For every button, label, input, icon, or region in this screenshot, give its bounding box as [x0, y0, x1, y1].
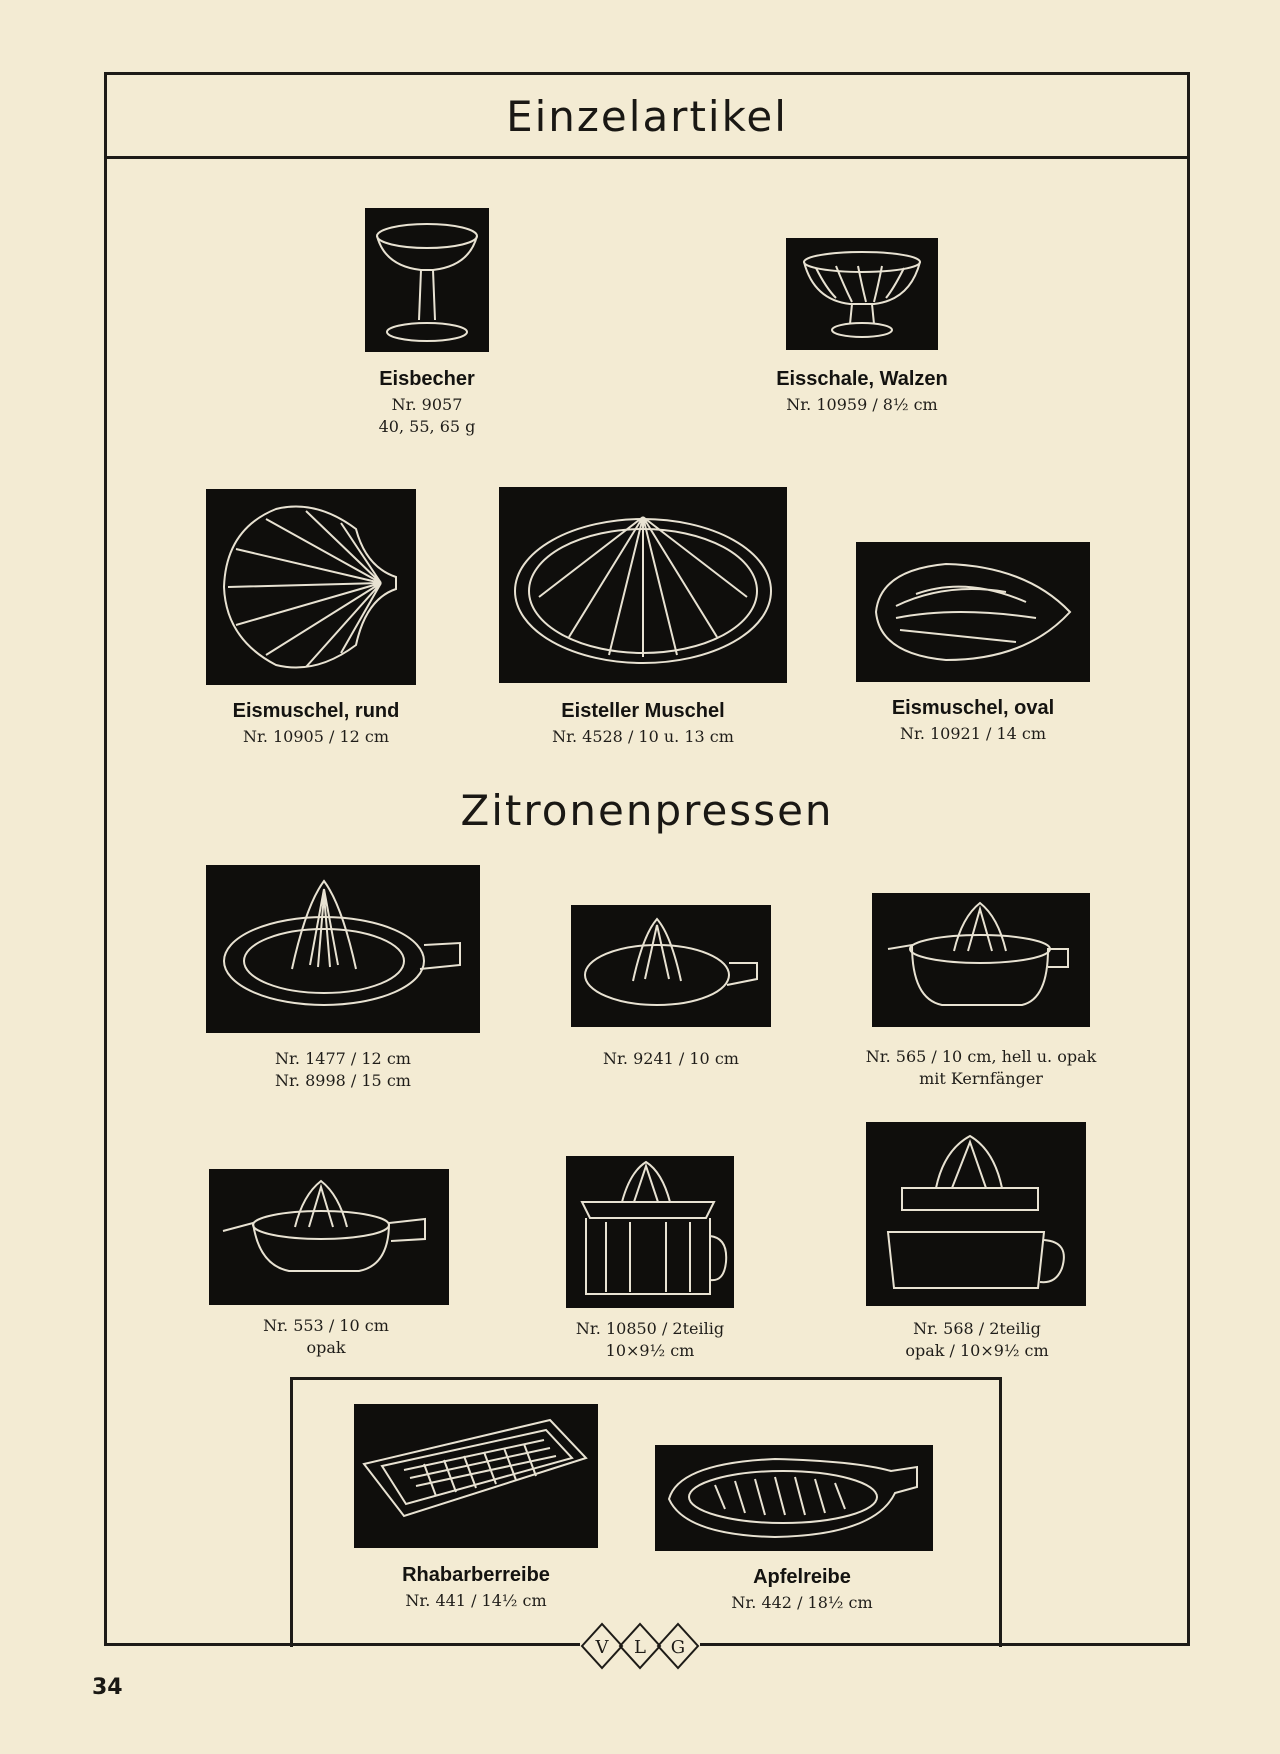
photo-zitronenpresse-10850	[566, 1156, 734, 1308]
item-number: Nr. 565 / 10 cm, hell u. opak	[865, 1047, 1097, 1066]
caption-eisschale-walzen	[752, 368, 972, 416]
item-number: Nr. 10959 / 8½ cm	[786, 395, 938, 414]
photo-eismuschel-rund	[206, 489, 416, 685]
logo-letter-v: V	[595, 1637, 609, 1658]
photo-zitronenpresse-565	[872, 893, 1090, 1027]
item-number-alt: Nr. 8998 / 15 cm	[275, 1071, 411, 1090]
item-number: Nr. 4528 / 10 u. 13 cm	[552, 727, 734, 746]
caption-eismuschel-rund	[196, 700, 436, 748]
photo-eisteller-muschel	[499, 487, 787, 683]
logo-letter-l: L	[634, 1637, 646, 1658]
item-number: Nr. 10921 / 14 cm	[899, 724, 1047, 743]
item-number: Nr. 9241 / 10 cm	[603, 1049, 739, 1068]
item-detail: 10×9½ cm	[605, 1341, 695, 1360]
item-detail: opak	[306, 1338, 346, 1357]
item-name: Eisschale, Walzen	[776, 368, 948, 390]
caption-eisbecher	[327, 368, 527, 438]
section-title-einzelartikel: Einzelartikel	[506, 92, 788, 141]
item-number: Nr. 568 / 2teilig	[913, 1319, 1041, 1338]
item-name: Apfelreibe	[753, 1566, 851, 1588]
caption-zitronenpresse-553	[206, 1315, 446, 1359]
caption-eisteller-muschel	[523, 700, 763, 748]
item-number: Nr. 10905 / 12 cm	[242, 727, 390, 746]
item-number: Nr. 9057	[391, 395, 463, 414]
item-number: Nr. 441 / 14½ cm	[405, 1591, 547, 1610]
photo-rhabarberreibe	[354, 1404, 598, 1548]
vlg-logo	[580, 1618, 700, 1674]
photo-eisschale-walzen	[786, 238, 938, 350]
item-name: Eisbecher	[379, 368, 475, 390]
photo-zitronenpresse-9241	[571, 905, 771, 1027]
section-title-zitronenpressen: Zitronenpressen	[460, 786, 834, 835]
caption-zitronenpresse-565	[851, 1046, 1111, 1090]
item-number: Nr. 442 / 18½ cm	[731, 1593, 873, 1612]
item-detail: 40, 55, 65 g	[378, 417, 476, 436]
caption-zitronenpresse-9241	[551, 1048, 791, 1070]
item-number: Nr. 553 / 10 cm	[263, 1316, 389, 1335]
caption-zitronenpresse-10850	[530, 1318, 770, 1362]
page-number: 34	[92, 1675, 123, 1700]
item-detail: opak / 10×9½ cm	[905, 1341, 1049, 1360]
caption-apfelreibe	[682, 1566, 922, 1614]
photo-eisbecher	[365, 208, 489, 352]
photo-eismuschel-oval	[856, 542, 1090, 682]
item-name: Eismuschel, rund	[232, 700, 400, 722]
photo-zitronenpresse-1477	[206, 865, 480, 1033]
header-rule	[104, 156, 1190, 159]
photo-zitronenpresse-568	[866, 1122, 1086, 1306]
item-detail: mit Kernfänger	[919, 1069, 1043, 1088]
caption-rhabarberreibe	[356, 1564, 596, 1612]
caption-zitronenpresse-1477	[223, 1048, 463, 1092]
caption-eismuschel-oval	[853, 697, 1093, 745]
photo-apfelreibe	[655, 1445, 933, 1551]
logo-letter-g: G	[670, 1637, 686, 1658]
photo-zitronenpresse-553	[209, 1169, 449, 1305]
item-number: Nr. 10850 / 2teilig	[575, 1319, 725, 1338]
item-name: Rhabarberreibe	[402, 1564, 550, 1586]
item-number: Nr. 1477 / 12 cm	[275, 1049, 411, 1068]
caption-zitronenpresse-568	[847, 1318, 1107, 1362]
item-name: Eismuschel, oval	[891, 697, 1055, 719]
item-name: Eisteller Muschel	[561, 700, 725, 722]
